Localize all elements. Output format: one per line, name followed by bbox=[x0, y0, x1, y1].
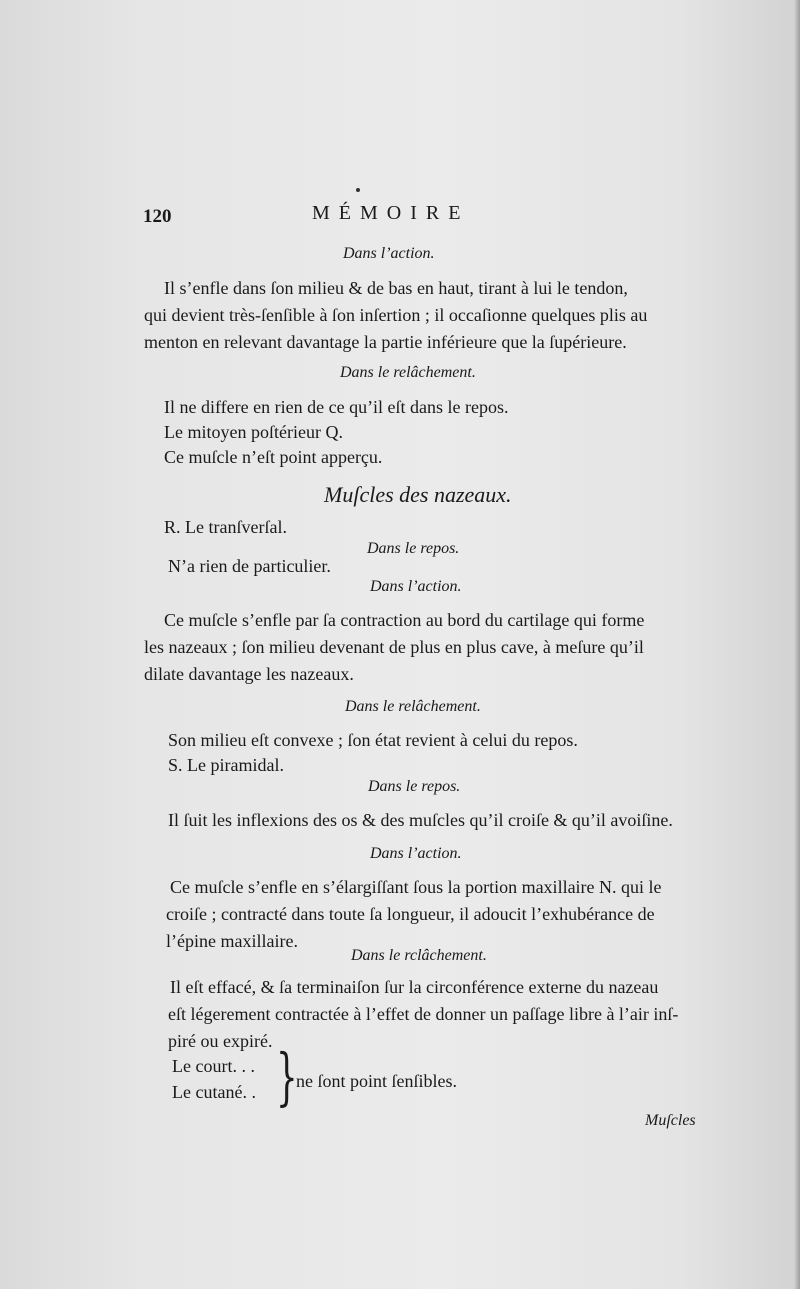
muscle-label-r: R. Le tranſverſal. bbox=[164, 517, 287, 537]
muscle-label-s: S. Le piramidal. bbox=[168, 755, 284, 775]
running-head: MÉMOIRE bbox=[312, 202, 470, 224]
brace-text: ne ſont point ſenſibles. bbox=[296, 1071, 457, 1091]
subheading-action: Dans l’action. bbox=[370, 845, 462, 862]
subheading-action: Dans l’action. bbox=[343, 245, 435, 262]
subheading-repos: Dans le repos. bbox=[368, 778, 461, 795]
text-line: Ce muſcle s’enfle en s’élargiſſant ſous la portion maxillaire N. qui le bbox=[170, 877, 662, 897]
text-line: l’épine maxillaire. bbox=[166, 931, 298, 951]
subheading-repos: Dans le repos. bbox=[367, 540, 460, 557]
text-line: menton en relevant davantage la partie inférieure que la ſupérieure. bbox=[144, 332, 627, 352]
text-line: Il eſt effacé, & ſa terminaiſon ſur la circonférence externe du nazeau bbox=[170, 977, 659, 997]
subheading-relachement: Dans le rclâchement. bbox=[351, 947, 487, 964]
text-line: croiſe ; contracté dans toute ſa longueur, il adoucit l’exhubérance de bbox=[166, 904, 655, 924]
text-line: piré ou expiré. bbox=[168, 1031, 273, 1051]
text-line: Ce muſcle s’enfle par ſa contraction au bord du cartilage qui forme bbox=[164, 610, 645, 630]
page-number: 120 bbox=[143, 206, 172, 227]
text-line: eſt légerement contractée à l’effet de donner un paſſage libre à l’air inſ- bbox=[168, 1004, 679, 1024]
text-line: dilate davantage les nazeaux. bbox=[144, 664, 354, 684]
text-line: les nazeaux ; ſon milieu devenant de plus en plus cave, à meſure qu’il bbox=[144, 637, 644, 657]
subheading-action: Dans l’action. bbox=[370, 578, 462, 595]
text-line: Il s’enfle dans ſon milieu & de bas en haut, tirant à lui le tendon, bbox=[164, 278, 628, 298]
subheading-relachement: Dans le relâchement. bbox=[340, 364, 476, 381]
subheading-relachement: Dans le relâchement. bbox=[345, 698, 481, 715]
ink-speck bbox=[356, 188, 360, 192]
text-line: qui devient très-ſenſible à ſon inſertion ; il occaſionne quelques plis au bbox=[144, 305, 648, 325]
text-line: Le mitoyen poſtérieur Q. bbox=[164, 422, 343, 442]
text-line: Il ſuit les inflexions des os & des muſcles qu’il croiſe & qu’il avoiſine. bbox=[168, 810, 673, 830]
text-line: N’a rien de particulier. bbox=[168, 556, 331, 576]
brace-item: Le cutané. . bbox=[172, 1082, 256, 1102]
section-title: Muſcles des nazeaux. bbox=[324, 482, 512, 507]
catchword: Muſcles bbox=[645, 1112, 696, 1129]
curly-brace: } bbox=[276, 1040, 298, 1113]
brace-item: Le court. . . bbox=[172, 1056, 255, 1076]
text-line: Son milieu eſt convexe ; ſon état revient à celui du repos. bbox=[168, 730, 578, 750]
text-line: Ce muſcle n’eſt point apperçu. bbox=[164, 447, 383, 467]
text-line: Il ne differe en rien de ce qu’il eſt dans le repos. bbox=[164, 397, 509, 417]
